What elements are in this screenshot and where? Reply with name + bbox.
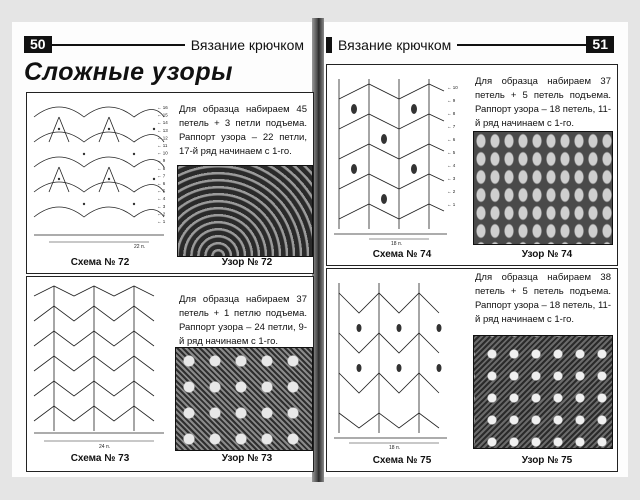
photo-caption-74: Узор № 74: [521, 249, 573, 260]
pattern-description-72: Для образца набираем 45 петель + 3 петли подъема. Раппорт узора – 22 петли, 17-й ряд начинаем с 1-го.: [179, 104, 307, 157]
pattern-block-72: [26, 92, 314, 274]
pattern-photo-73: [175, 347, 313, 451]
row-number: ← 5: [447, 150, 456, 155]
row-number: ← 13: [157, 127, 168, 133]
row-number: ← 8: [447, 111, 456, 116]
row-number: ← 8: [157, 165, 166, 171]
crochet-chart-73: [29, 281, 175, 449]
row-number: ← 1: [447, 202, 456, 207]
row-number: ← 2: [447, 189, 456, 194]
row-number: ← 12: [157, 135, 168, 141]
row-number: ← 3: [157, 203, 166, 209]
header-rule: [457, 44, 586, 46]
row-number: ← 6: [157, 181, 166, 186]
row-number: ← 4: [447, 163, 456, 168]
row-number: ← 9: [447, 98, 456, 103]
repeat-label: 18 п.: [391, 241, 403, 245]
schema-caption-75: Схема № 75: [372, 455, 432, 466]
row-number: ← 10: [157, 150, 168, 156]
pattern-photo-74: [473, 131, 613, 245]
schema-caption-72: Схема № 72: [70, 257, 130, 268]
header-title-left: Вязание крючком: [190, 36, 304, 53]
pattern-photo-72: [177, 165, 313, 257]
crochet-chart-74: [329, 69, 469, 245]
page-number-left: 50: [24, 36, 52, 53]
header-title-right: Вязание крючком: [326, 37, 457, 53]
row-number: ← 3: [447, 176, 456, 181]
page-number-right: 51: [586, 36, 614, 53]
pattern-description-74: Для образца набираем 37 петель + 5 петель подъема. Раппорт узора – 18 петель, 11-й ряд начинаем с 1-го.: [475, 76, 611, 129]
row-number: ← 6: [447, 137, 456, 142]
pattern-description-75: Для образца набираем 38 петель + 5 петель подъема. Раппорт узора – 18 петель, 11-й ряд начинаем с 1-го.: [475, 272, 611, 325]
pattern-block-75: [326, 268, 618, 472]
row-number: ← 9: [157, 158, 166, 164]
schema-caption-74: Схема № 74: [372, 249, 432, 260]
row-number: ← 10: [447, 85, 458, 90]
header-rule: [52, 44, 185, 46]
crochet-chart-75: [329, 273, 469, 449]
row-number: ← 2: [157, 211, 166, 217]
right-page-header: [326, 36, 614, 53]
repeat-label: 24 п.: [99, 444, 111, 449]
pattern-description-73: Для образца набираем 37 петель + 1 петлю подъема. Раппорт узора – 24 петли, 9-й ряд начинаем с 1-го.: [179, 294, 307, 347]
row-number: ← 4: [157, 196, 166, 202]
crochet-chart-72: [29, 97, 175, 249]
photo-caption-75: Узор № 75: [521, 455, 573, 466]
photo-caption-72: Узор № 72: [221, 257, 273, 268]
schema-caption-73: Схема № 73: [70, 453, 130, 464]
row-number: ← 7: [447, 124, 456, 129]
section-title: Сложные узоры: [24, 58, 233, 86]
row-number: ← 16: [157, 105, 168, 110]
pattern-block-73: [26, 276, 314, 472]
repeat-label: 18 п.: [389, 445, 401, 449]
row-number: ← 5: [157, 188, 166, 194]
pattern-block-74: [326, 64, 618, 266]
row-number: ← 15: [157, 112, 168, 118]
row-number: ← 11: [157, 143, 168, 148]
left-page-header: [24, 36, 310, 53]
repeat-label: 22 п.: [134, 244, 146, 249]
pattern-photo-75: [473, 335, 613, 449]
row-number: ← 7: [157, 173, 166, 179]
photo-caption-73: Узор № 73: [221, 453, 273, 464]
row-number: ← 14: [157, 120, 168, 126]
row-number: ← 1: [157, 219, 166, 224]
